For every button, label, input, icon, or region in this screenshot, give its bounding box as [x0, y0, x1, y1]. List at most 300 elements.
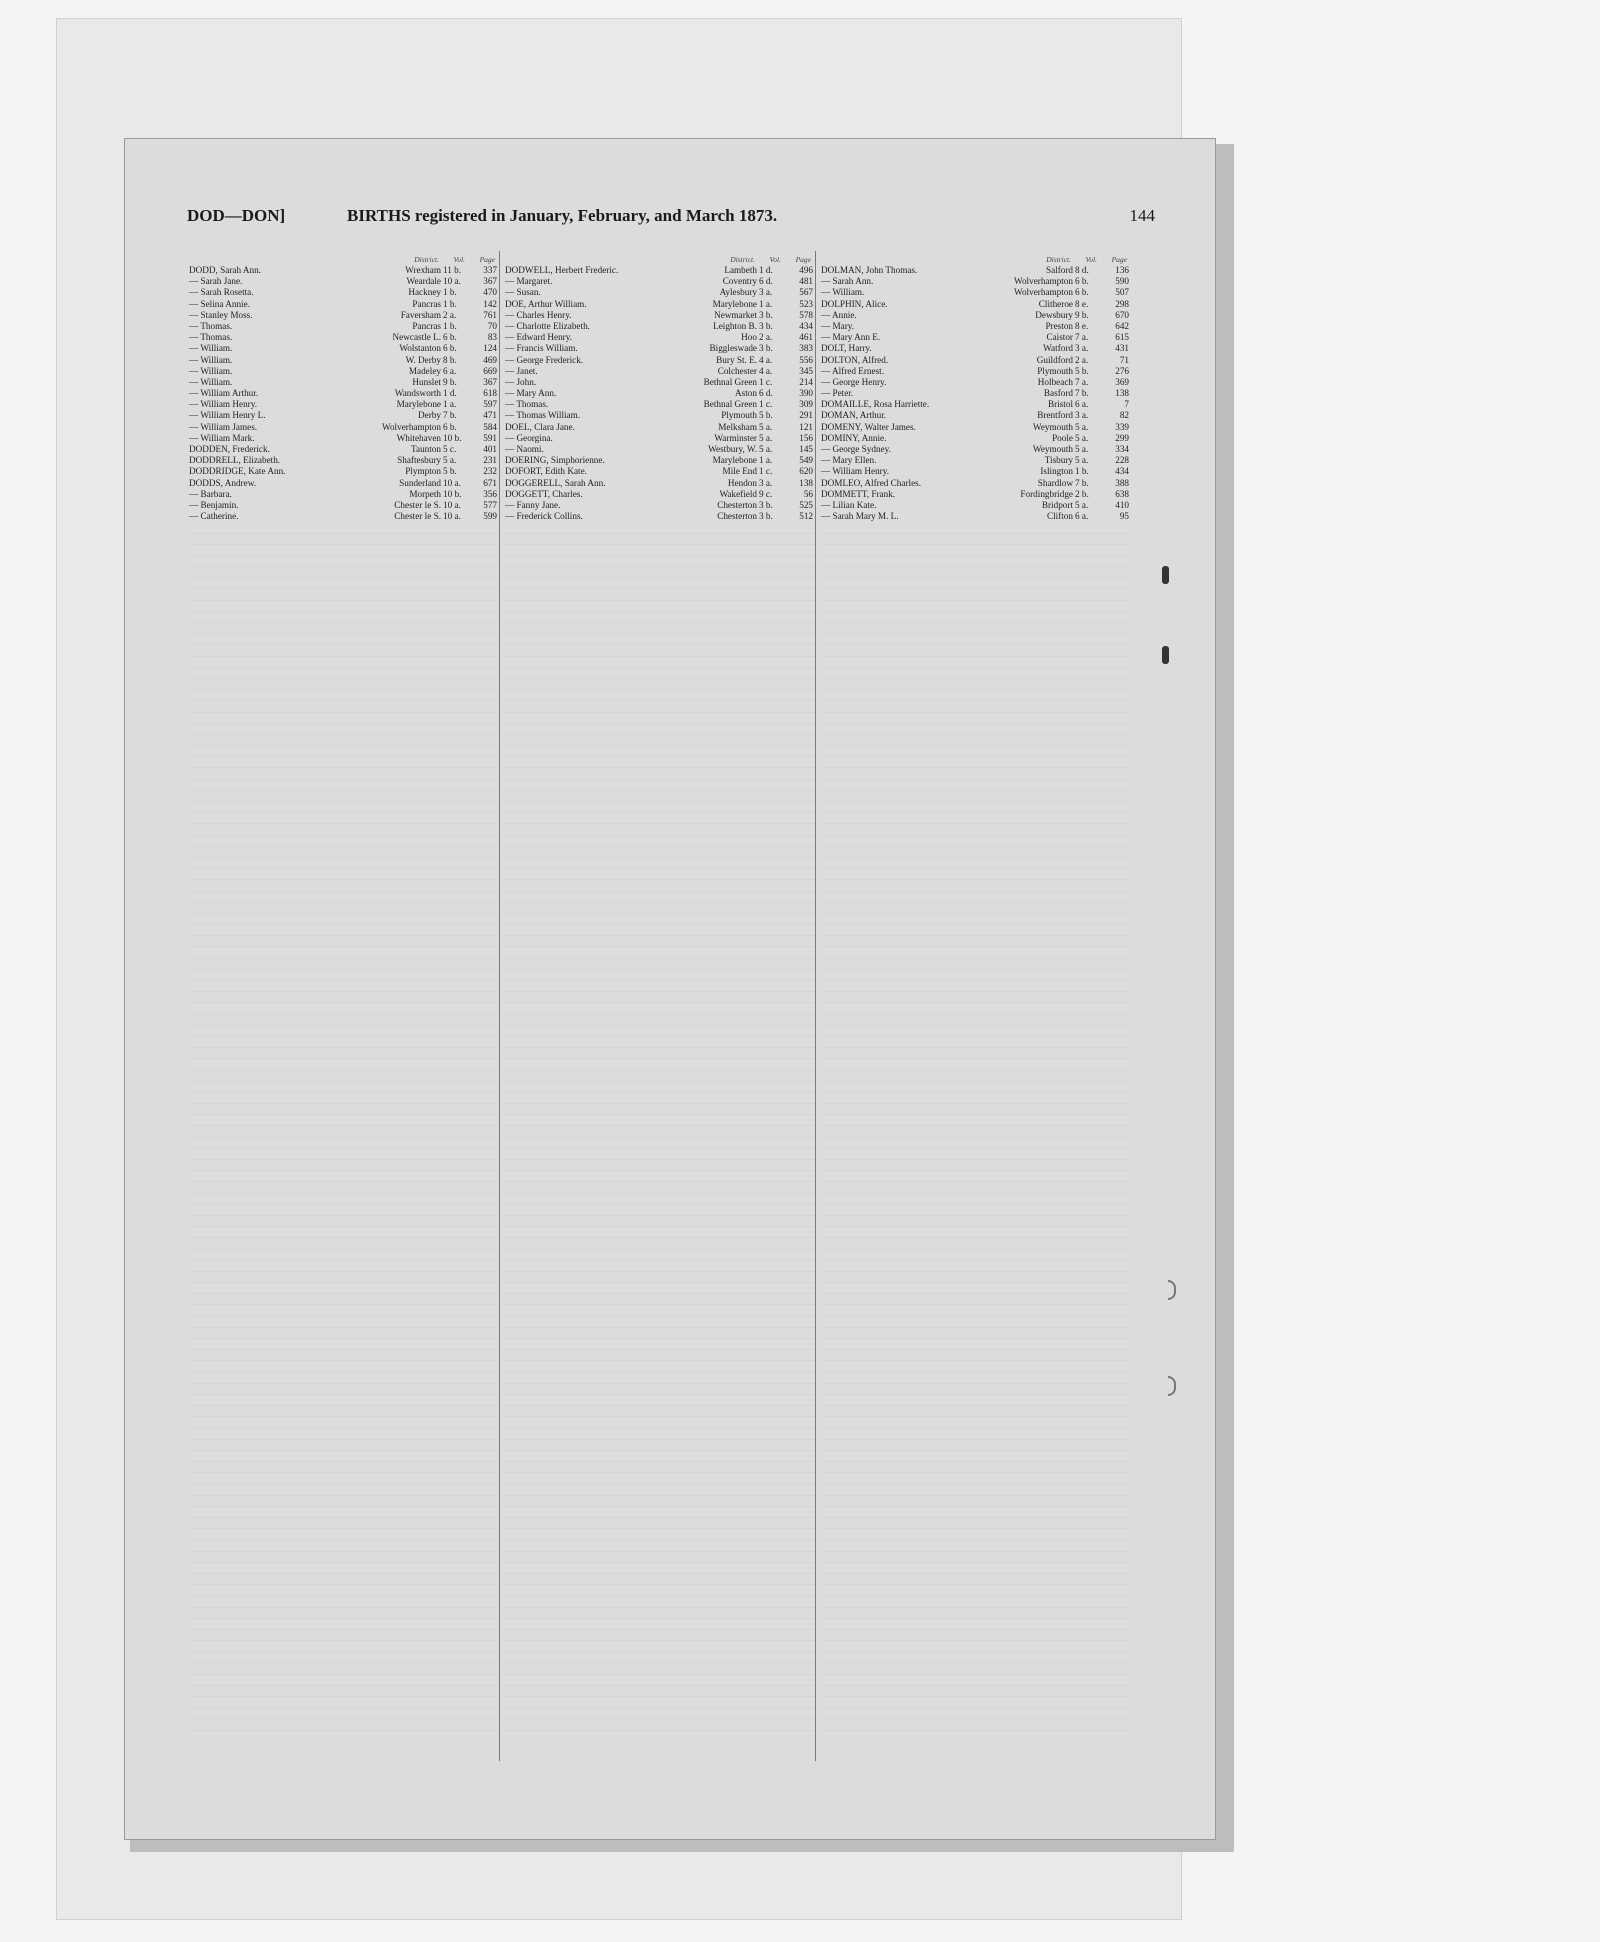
illegible-entry-line [505, 780, 813, 791]
illegible-entry-line [505, 1406, 813, 1417]
illegible-entry-line [189, 914, 497, 925]
register-entry [505, 399, 813, 410]
illegible-entry-line [821, 1697, 1129, 1708]
illegible-entry-line [821, 1417, 1129, 1428]
punch-hole-mark [1162, 566, 1169, 584]
illegible-entry-line [821, 836, 1129, 847]
entry-page: 401 [483, 444, 497, 454]
illegible-entry-line [505, 1697, 813, 1708]
column-header [189, 254, 497, 265]
illegible-entry-line [505, 1630, 813, 1641]
entry-name: DOLTON, Alfred. [821, 354, 889, 365]
entry-volume: 5 c. [443, 444, 457, 454]
entry-district: Bethnal Green [703, 376, 757, 387]
illegible-entry-line [505, 1216, 813, 1227]
illegible-entry-line [189, 1686, 497, 1697]
entry-name: — Benjamin. [189, 499, 239, 510]
illegible-entry-line [189, 1317, 497, 1328]
entry-district: Hoo [741, 332, 757, 343]
entry-volume: 4 a. [759, 354, 773, 365]
illegible-entry-line [505, 1440, 813, 1451]
illegible-entry-line [505, 690, 813, 701]
illegible-entry-line [505, 1462, 813, 1473]
entry-volume: 5 a. [443, 455, 457, 466]
illegible-entry-line [821, 1496, 1129, 1507]
illegible-entry-line [505, 1417, 813, 1428]
register-entry [821, 343, 1129, 354]
entry-name: — William Mark. [189, 432, 255, 443]
entry-district: Wandsworth [394, 388, 441, 399]
illegible-entry-line [189, 623, 497, 634]
register-entry [821, 276, 1129, 287]
register-page [124, 138, 1216, 1840]
entry-name: — Francis William. [505, 343, 578, 354]
entry-page: 461 [799, 332, 813, 343]
entry-page: 590 [1115, 276, 1129, 287]
entry-name: — William Henry. [821, 466, 890, 477]
illegible-entry-line [821, 1171, 1129, 1182]
entry-page: 434 [799, 320, 813, 331]
illegible-entry-line [821, 1619, 1129, 1630]
entry-district: Newcastle L. [392, 332, 441, 343]
illegible-entry-line [821, 1104, 1129, 1115]
entry-volume: 3 b. [759, 511, 773, 522]
register-entry [189, 511, 497, 522]
register-entry [505, 466, 813, 477]
illegible-entry-line [189, 1373, 497, 1384]
illegible-entry-line [505, 735, 813, 746]
entry-name: — Frederick Collins. [505, 511, 583, 522]
entry-district: Wolverhampton [382, 421, 441, 432]
illegible-entry-line [189, 1115, 497, 1126]
illegible-entry-line [189, 1216, 497, 1227]
entry-volume: 5 a. [759, 444, 773, 454]
illegible-entry-line [189, 981, 497, 992]
illegible-entry-line [505, 1093, 813, 1104]
entry-district: Chesterton [717, 511, 757, 522]
entry-page: 599 [483, 511, 497, 522]
illegible-entry-line [505, 668, 813, 679]
illegible-entry-line [189, 768, 497, 779]
entry-volume: 8 e. [1075, 320, 1089, 331]
register-entry [821, 366, 1129, 377]
illegible-entry-line [505, 1272, 813, 1283]
illegible-entry-line [189, 836, 497, 847]
entry-volume: 6 b. [443, 332, 457, 343]
entry-volume: 4 a. [759, 365, 773, 376]
entry-page: 337 [483, 265, 497, 275]
entry-district: Salford [1045, 265, 1073, 275]
entry-volume: 10 a. [443, 499, 461, 510]
illegible-entry-line [505, 1205, 813, 1216]
illegible-entry-line [821, 545, 1129, 556]
illegible-entry-line [505, 1294, 813, 1305]
entry-district: Hackney [408, 287, 441, 298]
register-entry [189, 343, 497, 354]
illegible-entry-line [505, 634, 813, 645]
register-entry [189, 355, 497, 366]
illegible-entry-line [821, 701, 1129, 712]
illegible-entry-line [821, 981, 1129, 992]
entry-district: Bethnal Green [703, 399, 757, 410]
illegible-entry-line [821, 1484, 1129, 1495]
illegible-entry-line [189, 634, 497, 645]
entry-volume: 1 d. [443, 388, 457, 399]
illegible-entry-line [505, 1138, 813, 1149]
page-heading: Page [479, 255, 495, 264]
entry-volume: 3 b. [759, 320, 773, 331]
illegible-entry-line [821, 1361, 1129, 1372]
entry-page: 469 [483, 354, 497, 365]
entry-district: Marylebone [712, 298, 757, 309]
illegible-entry-line [505, 1585, 813, 1596]
entry-district: Faversham [400, 309, 441, 320]
entry-district: Clitheroe [1038, 298, 1073, 309]
illegible-entry-line [821, 1283, 1129, 1294]
illegible-entry-line [821, 992, 1129, 1003]
entry-name: — William Henry L. [189, 410, 266, 421]
illegible-entry-line [821, 858, 1129, 869]
entry-page: 618 [483, 388, 497, 399]
entry-page: 507 [1115, 287, 1129, 298]
illegible-entry-line [189, 1283, 497, 1294]
illegible-entry-line [505, 657, 813, 668]
illegible-entry-line [505, 1305, 813, 1316]
illegible-entry-line [821, 713, 1129, 724]
register-entry [505, 433, 813, 444]
illegible-entry-line [189, 1518, 497, 1529]
entry-volume: 6 a. [443, 365, 457, 376]
illegible-entry-line [189, 1361, 497, 1372]
register-entry [821, 410, 1129, 421]
entry-name: — Mary Ellen. [821, 455, 877, 466]
column-header [505, 254, 813, 265]
entry-district: Sunderland [399, 477, 441, 488]
illegible-entry-line [821, 1395, 1129, 1406]
illegible-entry-line [189, 690, 497, 701]
illegible-entry-line [189, 1205, 497, 1216]
register-entry [189, 433, 497, 444]
illegible-entry-line [189, 1697, 497, 1708]
illegible-entry-line [821, 847, 1129, 858]
entry-volume: 6 d. [759, 276, 773, 287]
illegible-entry-line [821, 623, 1129, 634]
register-entry [821, 399, 1129, 410]
vol-heading: Vol. [769, 255, 781, 264]
entry-page: 549 [799, 455, 813, 466]
entry-district: Wolverhampton [1014, 287, 1073, 298]
register-entry [505, 444, 813, 455]
illegible-entry-line [821, 869, 1129, 880]
illegible-entry-line [505, 1373, 813, 1384]
illegible-entry-line [821, 1328, 1129, 1339]
entry-page: 334 [1115, 444, 1129, 454]
entry-name: DOMAN, Arthur. [821, 410, 887, 421]
entry-volume: 5 a. [759, 421, 773, 432]
illegible-entry-line [505, 1529, 813, 1540]
illegible-entry-line [189, 724, 497, 735]
entry-page: 496 [799, 265, 813, 275]
register-entry [821, 478, 1129, 489]
illegible-entry-line [821, 936, 1129, 947]
entry-district: Poole [1052, 432, 1073, 443]
illegible-entry-line [505, 567, 813, 578]
entry-district: Clifton [1046, 511, 1073, 522]
entry-district: Weardale [406, 276, 441, 287]
illegible-entry-line [505, 1686, 813, 1697]
illegible-entry-line [189, 1003, 497, 1014]
illegible-entry-line [189, 757, 497, 768]
entry-volume: 1 a. [759, 298, 773, 309]
entry-page: 145 [799, 444, 813, 454]
entry-page: 142 [483, 298, 497, 309]
illegible-entry-line [821, 757, 1129, 768]
illegible-entry-line [821, 612, 1129, 623]
entry-district: Plymouth [1037, 365, 1073, 376]
illegible-entry-line [821, 914, 1129, 925]
entry-page: 471 [483, 410, 497, 421]
register-entry [505, 287, 813, 298]
entry-name: DOGGETT, Charles. [505, 488, 583, 499]
illegible-entry-line [505, 768, 813, 779]
illegible-entry-line [821, 1529, 1129, 1540]
entry-volume: 5 a. [1075, 455, 1089, 466]
illegible-entry-line [189, 1227, 497, 1238]
register-entry [505, 355, 813, 366]
register-entry [821, 388, 1129, 399]
entry-name: DODDRELL, Elizabeth. [189, 455, 281, 466]
illegible-entry-line [505, 847, 813, 858]
illegible-entry-line [821, 1194, 1129, 1205]
entry-name: DOE, Arthur William. [505, 298, 587, 309]
illegible-entry-line [505, 1250, 813, 1261]
illegible-entry-line [821, 1708, 1129, 1719]
illegible-entry-line [189, 1048, 497, 1059]
entry-name: DOMAILLE, Rosa Harriette. [821, 399, 930, 410]
illegible-entry-line [505, 1015, 813, 1026]
illegible-entry-line [189, 1395, 497, 1406]
entry-page: 71 [1119, 354, 1129, 365]
illegible-entry-line [821, 959, 1129, 970]
illegible-entry-line [189, 802, 497, 813]
entry-district: Tisbury [1044, 455, 1073, 466]
illegible-entry-line [189, 959, 497, 970]
entry-district: Coventry [722, 276, 757, 287]
illegible-entry-line [189, 1596, 497, 1607]
entry-district: Weymouth [1032, 444, 1073, 454]
illegible-entry-line [505, 1182, 813, 1193]
illegible-entry-line [189, 1585, 497, 1596]
entry-page: 410 [1115, 499, 1129, 510]
entry-volume: 1 c. [759, 399, 773, 410]
illegible-entry-line [821, 1115, 1129, 1126]
illegible-entry-line [505, 1350, 813, 1361]
district-heading: District. [414, 255, 439, 264]
entry-page: 82 [1119, 410, 1129, 421]
illegible-entry-line [821, 880, 1129, 891]
illegible-entry-line [821, 1663, 1129, 1674]
illegible-entry-line [505, 892, 813, 903]
entry-district: Wolverhampton [1014, 276, 1073, 287]
illegible-entry-line [821, 1686, 1129, 1697]
illegible-entry-line [505, 623, 813, 634]
illegible-entry-line [189, 1071, 497, 1082]
illegible-entry-line [505, 1149, 813, 1160]
illegible-entry-line [189, 1194, 497, 1205]
illegible-entry-line [505, 724, 813, 735]
register-entry [189, 466, 497, 477]
illegible-entry-line [821, 1429, 1129, 1440]
entry-name: — Lilian Kate. [821, 499, 877, 510]
illegible-entry-line [505, 701, 813, 712]
illegible-entry-line [505, 1663, 813, 1674]
entry-page: 136 [1115, 265, 1129, 275]
illegible-entry-line [505, 1361, 813, 1372]
register-entry [505, 422, 813, 433]
district-heading: District. [730, 255, 755, 264]
register-entry [821, 433, 1129, 444]
entry-volume: 8 e. [1075, 298, 1089, 309]
illegible-entry-line [189, 936, 497, 947]
scanned-frame [56, 18, 1182, 1920]
illegible-entry-line [505, 612, 813, 623]
illegible-entry-line [189, 1552, 497, 1563]
entry-volume: 10 b. [443, 488, 462, 499]
entry-page: 523 [799, 298, 813, 309]
entry-page: 431 [1115, 343, 1129, 354]
illegible-entry-line [821, 1608, 1129, 1619]
entry-district: Bristol [1047, 399, 1073, 410]
entry-district: Dewsbury [1035, 309, 1073, 320]
register-entry [821, 466, 1129, 477]
register-entry [505, 377, 813, 388]
illegible-entry-line [189, 1652, 497, 1663]
illegible-entry-line [821, 657, 1129, 668]
illegible-entry-line [189, 735, 497, 746]
register-entry [821, 265, 1129, 276]
entry-page: 299 [1115, 432, 1129, 443]
entry-page: 670 [1115, 309, 1129, 320]
illegible-entry-line [189, 1484, 497, 1495]
illegible-entry-line [189, 1630, 497, 1641]
entry-name: DOEL, Clara Jane. [505, 421, 575, 432]
entry-district: Colchester [717, 365, 757, 376]
entry-page: 615 [1115, 332, 1129, 343]
illegible-entry-line [189, 1160, 497, 1171]
entry-name: — Margaret. [505, 276, 553, 287]
illegible-entry-line [505, 522, 813, 533]
illegible-entry-line [189, 1082, 497, 1093]
register-entry [189, 265, 497, 276]
entry-district: Pancras [412, 320, 441, 331]
entry-page: 369 [1115, 376, 1129, 387]
entry-name: — Alfred Ernest. [821, 365, 885, 376]
entry-name: — John. [505, 376, 537, 387]
illegible-entry-line [821, 1384, 1129, 1395]
illegible-entry-line [821, 634, 1129, 645]
entry-district: Warminster [714, 432, 757, 443]
illegible-entry-line [821, 1294, 1129, 1305]
entry-volume: 5 a. [1075, 444, 1089, 454]
illegible-entry-line [505, 802, 813, 813]
illegible-entry-line [821, 534, 1129, 545]
illegible-entry-line [821, 1507, 1129, 1518]
entry-page: 638 [1115, 488, 1129, 499]
illegible-entry-line [505, 1518, 813, 1529]
register-entry [189, 310, 497, 321]
entry-name: — Selina Annie. [189, 298, 250, 309]
illegible-entry-line [505, 1126, 813, 1137]
entry-page: 70 [487, 320, 497, 331]
illegible-entry-line [189, 1451, 497, 1462]
illegible-entry-line [505, 1339, 813, 1350]
entry-district: Bridport [1041, 499, 1073, 510]
illegible-entry-line [505, 970, 813, 981]
illegible-entry-line [505, 1059, 813, 1070]
illegible-entry-line [189, 1406, 497, 1417]
illegible-entry-line [505, 1238, 813, 1249]
entry-volume: 5 b. [759, 410, 773, 421]
entry-volume: 6 a. [1075, 399, 1089, 410]
illegible-entry-line [821, 746, 1129, 757]
illegible-entry-line [505, 1484, 813, 1495]
illegible-entry-line [505, 959, 813, 970]
entry-volume: 9 b. [1075, 309, 1089, 320]
entry-district: W. Derby [405, 354, 441, 365]
entry-name: — Thomas. [189, 332, 233, 343]
illegible-entry-line [189, 612, 497, 623]
entry-name: — Fanny Jane. [505, 499, 561, 510]
register-entry [821, 287, 1129, 298]
illegible-entry-line [821, 925, 1129, 936]
illegible-entry-line [189, 1026, 497, 1037]
register-entry [505, 310, 813, 321]
entry-page: 367 [483, 276, 497, 287]
entry-name: — Catherine. [189, 511, 239, 522]
illegible-entry-line [189, 813, 497, 824]
illegible-entry-line [189, 534, 497, 545]
illegible-entry-line [189, 791, 497, 802]
illegible-entry-line [505, 746, 813, 757]
entry-volume: 6 b. [1075, 287, 1089, 298]
entry-district: Madeley [408, 365, 441, 376]
register-entry [505, 366, 813, 377]
entry-volume: 5 b. [443, 466, 457, 477]
illegible-entry-line [189, 925, 497, 936]
register-entry [189, 332, 497, 343]
page-header [187, 206, 1155, 230]
entry-name: DOFORT, Edith Kate. [505, 466, 587, 477]
illegible-entry-line [189, 1093, 497, 1104]
illegible-entry-line [189, 1619, 497, 1630]
entry-name: — George Sydney. [821, 444, 891, 454]
register-entry [505, 332, 813, 343]
entry-page: 584 [483, 421, 497, 432]
illegible-entry-line [189, 1540, 497, 1551]
entry-page: 298 [1115, 298, 1129, 309]
illegible-entry-line [505, 1596, 813, 1607]
illegible-entry-line [821, 1160, 1129, 1171]
illegible-entry-line [189, 1574, 497, 1585]
entry-page: 138 [799, 477, 813, 488]
illegible-entry-line [505, 1082, 813, 1093]
entry-volume: 3 a. [1075, 343, 1089, 354]
entry-district: Bury St. E. [716, 354, 757, 365]
register-entry [505, 410, 813, 421]
column-divider [499, 251, 500, 1761]
entry-volume: 2 a. [1075, 354, 1089, 365]
illegible-entry-line [821, 780, 1129, 791]
